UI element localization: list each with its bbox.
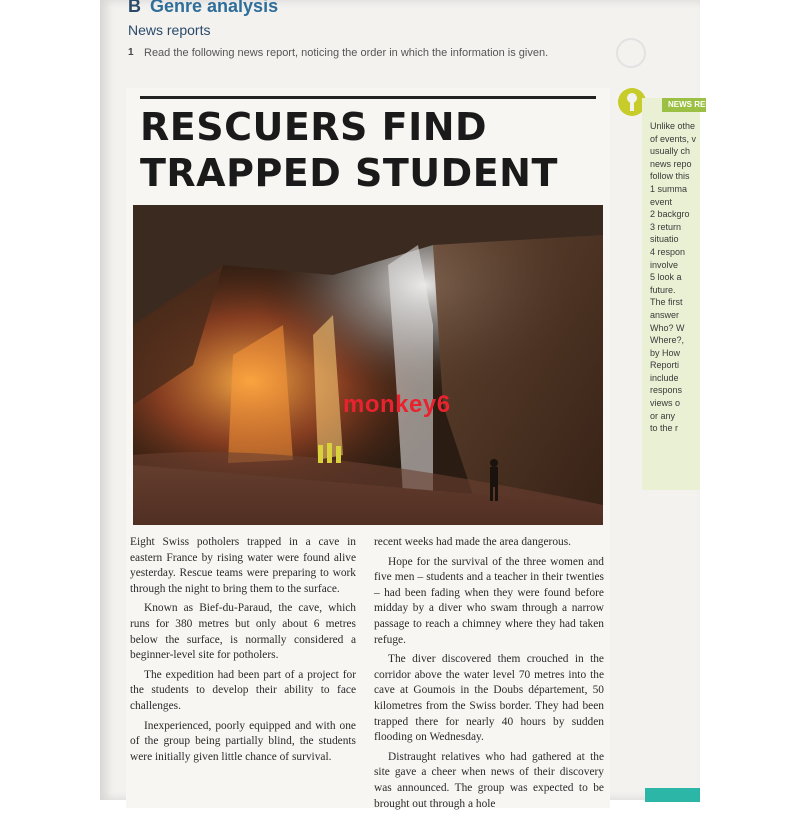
sidebar-line: Where?, bbox=[650, 335, 685, 346]
textbook-page bbox=[100, 0, 717, 810]
sidebar-line: or any bbox=[650, 410, 676, 421]
sidebar-line: views o bbox=[650, 398, 681, 409]
faint-circle-icon bbox=[616, 38, 646, 68]
sidebar-line: The first bbox=[650, 297, 683, 308]
news-article bbox=[126, 88, 610, 808]
sidebar-line: answer bbox=[650, 309, 680, 320]
sidebar-line: to the r bbox=[650, 423, 679, 434]
sidebar-line: news repo bbox=[650, 158, 692, 169]
watermark-text: monkey6 bbox=[343, 391, 451, 418]
cave-photo-illustration bbox=[133, 205, 603, 525]
article-column-1 bbox=[130, 535, 356, 769]
section-letter: B bbox=[128, 0, 141, 16]
sidebar-line: include bbox=[650, 372, 679, 383]
sidebar-line: 4 respon bbox=[650, 246, 686, 257]
col1-paragraph: Eight Swiss potholers trapped in a cave in eastern France by rising water were found alive yesterday. Rescue teams were preparing to work through the night to bring them to the surface. bbox=[130, 536, 356, 595]
instruction-text: Read the following news report, noticing the order in which the information is given. bbox=[144, 47, 549, 59]
sidebar-line: involve bbox=[650, 259, 679, 270]
headline-rule bbox=[140, 96, 596, 99]
section-title: Genre analysis bbox=[150, 0, 279, 16]
sidebar-line: 5 look a bbox=[650, 272, 682, 283]
sidebar-line: of events, v bbox=[650, 133, 697, 144]
sidebar-line: situatio bbox=[650, 234, 679, 245]
col2-paragraph: recent weeks had made the area dangerous. bbox=[374, 536, 572, 548]
sidebar-line: by How bbox=[650, 347, 681, 358]
article-column-2 bbox=[374, 535, 604, 816]
col2-paragraph: The diver discovered them crouched in the corridor above the water level 70 metres into the cave at Goumois in the Doubs département, 50 kilometres from the Swiss border. They had been trapped there for nearly 40 hours by sudden flooding on Wednesday. bbox=[374, 653, 604, 744]
col1-paragraph: The expedition had been part of a project for the students to develop their ability to face challenges. bbox=[130, 668, 356, 712]
sidebar-line: event bbox=[650, 196, 673, 207]
sidebar-line: Unlike othe bbox=[650, 121, 696, 131]
sidebar-line: 1 summa bbox=[650, 183, 688, 194]
col2-paragraph: Distraught relatives who had gathered at the site gave a cheer when news of their discovery was announced. The group was expected to be brought out through a hole bbox=[374, 750, 604, 810]
headline bbox=[140, 104, 610, 196]
sidebar-line: 3 return bbox=[650, 221, 682, 232]
subheading: News reports bbox=[128, 22, 211, 38]
sidebar-line: future. bbox=[650, 284, 676, 295]
instruction-number: 1 bbox=[128, 47, 134, 58]
news-report-sidebar bbox=[642, 98, 717, 490]
headline-line-1: RESCUERS FIND bbox=[140, 105, 488, 149]
sidebar-line: Who? W bbox=[650, 322, 685, 333]
sidebar-line: Reporti bbox=[650, 360, 680, 371]
sidebar-line: respons bbox=[650, 385, 683, 396]
sidebar-line: 2 backgro bbox=[650, 209, 690, 220]
col1-paragraph: Known as Bief-du-Paraud, the cave, which runs for 380 metres but only about 6 metres below the surface, is normally considered a beginner-level site for potholers. bbox=[130, 602, 356, 662]
col1-paragraph: Inexperienced, poorly equipped and with one of the group being partially blind, the students were initially given little chance of survival. bbox=[130, 719, 356, 763]
sidebar-line: follow this bbox=[650, 171, 690, 182]
cave-photo bbox=[133, 205, 603, 525]
headline-line-2: TRAPPED STUDENT bbox=[140, 151, 558, 195]
sidebar-tab-label: NEWS REPO bbox=[662, 98, 706, 112]
sidebar-line: usually ch bbox=[650, 146, 691, 157]
sidebar-text bbox=[650, 120, 710, 435]
bottom-teal-tab bbox=[645, 788, 700, 802]
col2-paragraph: Hope for the survival of the three women and five men – students and a teacher in their twenties – had been fading when they were found before midday by a diver who swam through a narrow passage to reach a chimney where they had taken refuge. bbox=[374, 555, 604, 646]
